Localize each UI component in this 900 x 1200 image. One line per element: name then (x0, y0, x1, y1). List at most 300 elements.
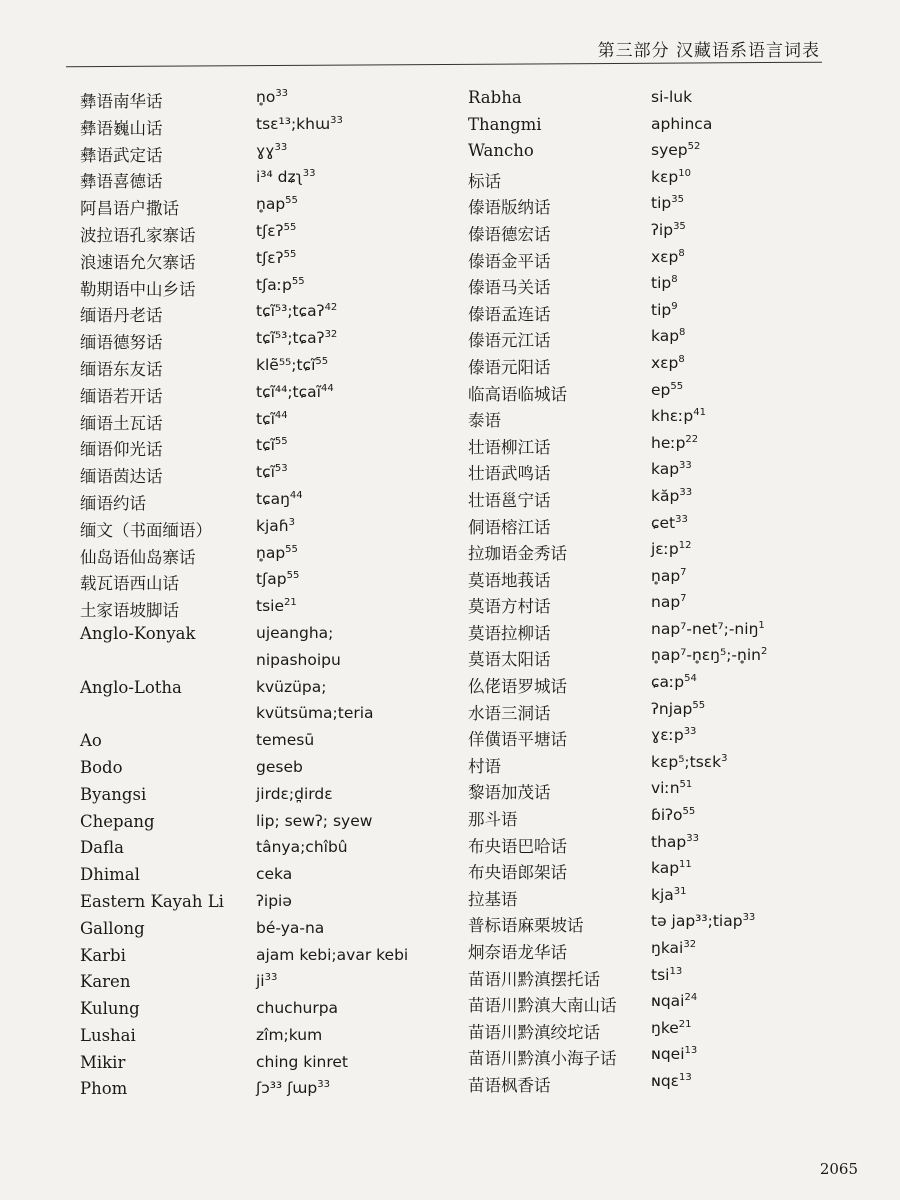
language-name: 临高语临城话 (468, 384, 567, 404)
transcription (651, 673, 697, 691)
word-entry (80, 356, 460, 383)
language-name: 傣语元江话 (468, 331, 551, 351)
transcription-text: nap⁷-net⁷;-niŋ (651, 620, 759, 639)
transcription-text: aphinca (651, 114, 713, 133)
language-name: 缅语若开话 (80, 386, 163, 406)
language-name: 莫语拉柳话 (468, 623, 551, 643)
word-entry (80, 1026, 460, 1053)
word-entry (80, 678, 460, 705)
language-name: 缅语约话 (80, 493, 146, 513)
transcription (651, 514, 688, 532)
transcription (651, 168, 691, 186)
word-entry (468, 966, 848, 993)
word-entry (468, 221, 848, 248)
transcription-text: ji (256, 972, 265, 991)
transcription (256, 302, 337, 320)
tone-superscript: 13 (669, 965, 683, 977)
transcription-text: tʃap (256, 570, 287, 589)
transcription-text: khɛːp (651, 407, 694, 426)
language-name: 缅语东友话 (80, 359, 163, 379)
word-entry (468, 327, 848, 354)
transcription-text: tɕĩ (256, 409, 275, 428)
transcription-text: ujeangha; (256, 624, 334, 643)
transcription-text: tɕĩ⁵³;tɕaʔ (256, 302, 325, 321)
word-entry (468, 673, 848, 700)
word-entry (80, 651, 460, 678)
transcription-text: tʃɛʔ (256, 248, 284, 267)
tone-superscript: 35 (673, 220, 686, 232)
tone-superscript: 8 (678, 247, 685, 259)
tone-superscript: 33 (275, 88, 289, 99)
transcription-text: geseb (256, 758, 303, 777)
transcription-text: n̥o (256, 88, 276, 107)
tone-superscript: 32 (324, 329, 338, 341)
transcription (651, 88, 692, 106)
tone-superscript: 52 (687, 141, 701, 153)
transcription-text: tip (651, 274, 672, 293)
transcription-text: klẽ⁵⁵;tɕĩ (256, 356, 316, 375)
tone-superscript: 12 (678, 540, 692, 552)
transcription (651, 194, 684, 212)
transcription-text: ɴqei (651, 1045, 685, 1064)
word-entry (468, 620, 848, 647)
word-entry (80, 195, 460, 222)
transcription-text: si-luk (651, 88, 693, 107)
word-entry (468, 274, 848, 301)
transcription-text: xɛp (651, 354, 679, 373)
language-name: Dafla (80, 838, 124, 858)
transcription-text: kap (651, 859, 680, 878)
transcription-text: kăp (651, 487, 680, 506)
transcription (651, 540, 691, 558)
tone-superscript: 33 (274, 141, 288, 153)
transcription (256, 115, 343, 133)
word-entry (80, 544, 460, 571)
transcription (256, 276, 305, 294)
tone-superscript: 44 (274, 409, 288, 421)
language-name: 缅语德努话 (80, 333, 163, 353)
language-name: 缅语土瓦话 (80, 413, 163, 433)
language-name: Byangsi (80, 784, 147, 804)
word-entry (80, 597, 460, 624)
transcription-text: i³⁴ dʑʅ (256, 168, 303, 187)
transcription (256, 1053, 348, 1071)
language-name: Wancho (468, 141, 534, 161)
language-name: 拉珈语金秀话 (468, 544, 567, 564)
page-number: 2065 (819, 1160, 858, 1178)
transcription-text: jɛːp (651, 540, 679, 559)
tone-superscript: 55 (291, 275, 305, 287)
tone-superscript: 9 (671, 300, 678, 312)
transcription-text: zîm;kum (256, 1026, 323, 1045)
running-header: 第三部分 汉藏语系语言词表 (597, 41, 820, 61)
transcription-text: tɕĩ (256, 436, 275, 455)
transcription (256, 919, 324, 937)
language-name: Mikir (80, 1052, 126, 1072)
language-name: 阿昌语户撒话 (80, 199, 179, 219)
tone-superscript: 53 (274, 463, 288, 475)
word-entry (468, 141, 848, 168)
tone-superscript: 11 (679, 859, 692, 871)
transcription-text: ɣɛːp (651, 726, 684, 745)
tone-superscript: 42 (324, 302, 338, 314)
transcription (256, 436, 288, 454)
transcription (651, 912, 755, 930)
tone-superscript: 55 (682, 806, 696, 818)
tone-superscript: 3 (288, 516, 295, 528)
transcription (256, 249, 296, 267)
transcription-text: tɕĩ (256, 463, 275, 482)
tone-superscript: 33 (679, 486, 693, 498)
word-entry (468, 434, 848, 461)
transcription-text: ceka (256, 865, 293, 884)
transcription-text: tsi (651, 965, 670, 984)
transcription-text: nipashoipu (256, 650, 341, 669)
tone-superscript: 33 (742, 912, 756, 924)
word-entry (468, 540, 848, 567)
word-entry (468, 407, 848, 434)
language-name: 彝语喜德话 (80, 172, 163, 192)
word-entry (468, 646, 848, 673)
tone-superscript: 1 (758, 619, 765, 631)
tone-superscript: 44 (320, 382, 334, 394)
language-name: 村语 (468, 756, 501, 776)
word-entry (468, 859, 848, 886)
tone-superscript: 33 (683, 726, 697, 738)
transcription-text: jirdɛ;d̪irdɛ (256, 784, 333, 803)
language-name: Thangmi (468, 114, 542, 134)
language-name: Phom (80, 1079, 128, 1099)
language-name: 傣语孟连话 (468, 304, 551, 324)
tone-superscript: 21 (678, 1018, 692, 1030)
transcription (651, 886, 687, 904)
word-entry (468, 248, 848, 275)
transcription-text: tɕaŋ (256, 490, 290, 509)
language-name: 傣语版纳话 (468, 198, 551, 218)
transcription (651, 407, 706, 425)
transcription (256, 812, 372, 830)
transcription (651, 859, 692, 877)
language-name: 那斗语 (468, 810, 518, 830)
tone-superscript: 55 (286, 570, 300, 582)
transcription (256, 651, 341, 669)
word-entry (80, 517, 460, 544)
transcription-text: ʔipiə (256, 892, 292, 911)
language-name: Kulung (80, 999, 140, 1019)
word-entry (468, 88, 848, 115)
transcription-text: tʃɛʔ (256, 222, 284, 241)
tone-superscript: 55 (692, 699, 706, 711)
transcription-text: kvüzüpa; (256, 677, 327, 696)
language-name: Ao (80, 731, 102, 751)
language-name: 壮语柳江话 (468, 437, 551, 457)
transcription (256, 463, 288, 481)
language-name: 勒期语中山乡话 (80, 279, 196, 299)
word-entry (468, 726, 848, 753)
tone-superscript: 32 (683, 939, 697, 950)
transcription-text: kap (651, 460, 680, 479)
tone-superscript: 2 (760, 646, 768, 658)
transcription (256, 624, 333, 642)
word-entry (80, 758, 460, 785)
language-name: 壮语武鸣话 (468, 464, 551, 484)
word-entry (468, 1045, 848, 1072)
word-entry (468, 833, 848, 860)
transcription-text: ajam kebi;avar kebi (256, 945, 409, 964)
language-name: 载瓦语西山话 (80, 574, 179, 594)
transcription (651, 301, 678, 319)
language-name: 傣语马关话 (468, 278, 551, 298)
language-name: Chepang (80, 811, 155, 831)
word-entry (468, 753, 848, 780)
header-rule (66, 62, 822, 68)
transcription (651, 939, 696, 957)
word-entry (80, 490, 460, 517)
transcription (256, 999, 338, 1017)
transcription (651, 1072, 692, 1090)
language-name: Gallong (80, 918, 145, 938)
transcription (651, 779, 692, 797)
word-entry (80, 999, 460, 1026)
word-entry (80, 436, 460, 463)
transcription-text: viːn (651, 779, 680, 798)
transcription (256, 785, 333, 803)
transcription-text: kɛp (651, 167, 679, 186)
language-name: 黎语加茂话 (468, 783, 551, 803)
language-name: Eastern Kayah Li (80, 891, 224, 911)
language-name: Anglo-Lotha (80, 677, 182, 697)
word-entry (468, 194, 848, 221)
transcription-text: tsie (256, 597, 284, 616)
word-entry (80, 865, 460, 892)
transcription-text: ʔip (651, 221, 674, 240)
transcription (256, 892, 292, 910)
word-entry (468, 1072, 848, 1099)
word-entry (80, 570, 460, 597)
word-entry (468, 301, 848, 328)
language-name: 缅语丹老话 (80, 306, 163, 326)
language-name: 莫语太阳话 (468, 650, 551, 670)
word-entry (80, 276, 460, 303)
transcription (651, 115, 712, 133)
tone-superscript: 22 (685, 433, 699, 445)
transcription-text: ching kinret (256, 1052, 348, 1071)
tone-superscript: 55 (283, 248, 297, 260)
language-name: 苗语川黔滇小海子话 (468, 1049, 617, 1069)
word-entry (80, 463, 460, 490)
word-entry (468, 115, 848, 142)
transcription-text: kja (651, 885, 674, 904)
word-entry (80, 919, 460, 946)
transcription (256, 946, 408, 964)
transcription-text: ɓiʔo (651, 806, 683, 825)
tone-superscript: 55 (285, 195, 298, 207)
language-name: 傣语金平话 (468, 251, 551, 271)
language-name: 缅语仰光话 (80, 440, 163, 460)
transcription-text: ɕaːp (651, 673, 685, 692)
transcription (651, 434, 698, 452)
left-column (80, 88, 460, 1106)
word-entry (80, 624, 460, 651)
tone-superscript: 33 (679, 460, 692, 472)
transcription-text: tə jap³³;tiap (651, 912, 743, 931)
word-entry (80, 812, 460, 839)
transcription (256, 168, 316, 186)
tone-superscript: 55 (283, 221, 297, 233)
transcription (256, 758, 303, 776)
language-name: 缅语茵达话 (80, 467, 163, 487)
word-entry (80, 892, 460, 919)
transcription-text: n̥ap (651, 566, 681, 585)
word-entry (80, 142, 460, 169)
transcription (651, 221, 686, 239)
transcription (651, 700, 705, 718)
word-entry (468, 700, 848, 727)
transcription-text: ɕet (651, 513, 676, 532)
transcription-text: ŋke (651, 1018, 679, 1037)
transcription (651, 806, 695, 824)
word-entry (80, 1079, 460, 1106)
transcription-text: syep (651, 141, 688, 160)
language-name: 普标语麻栗坡话 (468, 916, 584, 936)
tone-superscript: 41 (693, 407, 706, 419)
word-entry (468, 354, 848, 381)
word-entry (468, 806, 848, 833)
language-name: 侗语榕江话 (468, 517, 551, 537)
transcription (651, 381, 683, 399)
word-entry (80, 168, 460, 195)
language-name: 佯僙语平塘话 (468, 730, 567, 750)
transcription-text: kjaɦ (256, 516, 289, 535)
language-name: Rabha (468, 88, 522, 107)
transcription-text: ŋkai (651, 939, 684, 958)
word-entry (80, 115, 460, 142)
tone-superscript: 33 (302, 168, 316, 180)
transcription-text: temesū (256, 731, 315, 750)
transcription-text: ɴqɛ (651, 1072, 680, 1091)
transcription (651, 620, 765, 638)
language-name: Bodo (80, 757, 123, 777)
transcription-text: tʃaːp (256, 275, 292, 294)
language-name: 壮语邕宁话 (468, 490, 551, 510)
tone-superscript: 3 (721, 752, 728, 764)
language-name: 拉基语 (468, 889, 518, 909)
transcription-text: heːp (651, 433, 686, 452)
word-entry (80, 329, 460, 356)
transcription (651, 1019, 692, 1037)
language-name: 彝语南华话 (80, 92, 163, 111)
transcription-text: tsɛ¹³;khɯ (256, 114, 331, 133)
transcription-text: nap (651, 593, 681, 612)
word-entry (80, 88, 460, 115)
transcription-text: ʃɔ³³ ʃɯp (256, 1079, 318, 1098)
language-name: 傣语德宏话 (468, 224, 551, 244)
transcription (256, 838, 348, 856)
tone-superscript: 7 (680, 566, 687, 578)
transcription-text: ep (651, 380, 671, 399)
tone-superscript: 35 (671, 194, 684, 206)
word-entry (80, 731, 460, 758)
transcription (651, 354, 685, 372)
transcription (256, 356, 328, 374)
transcription (651, 274, 678, 292)
word-entry (80, 222, 460, 249)
transcription-text: tip (651, 194, 672, 213)
transcription-text: n̥ap (256, 195, 286, 214)
transcription (651, 992, 697, 1010)
language-name: 布央语巴哈话 (468, 836, 567, 856)
tone-superscript: 33 (330, 114, 343, 126)
language-name: 土家语坡脚话 (80, 601, 179, 621)
language-name: Anglo-Konyak (80, 623, 196, 643)
transcription (256, 1026, 322, 1044)
word-entry (468, 381, 848, 408)
transcription (256, 731, 314, 749)
tone-superscript: 55 (285, 543, 298, 555)
word-entry (80, 972, 460, 999)
tone-superscript: 8 (671, 274, 678, 286)
word-entry (468, 593, 848, 620)
language-name: 苗语川黔滇大南山话 (468, 996, 617, 1016)
transcription (651, 487, 692, 505)
transcription (651, 646, 767, 664)
transcription-text: ɴqai (651, 992, 685, 1011)
language-name: 缅文（书面缅语） (80, 520, 212, 540)
transcription (256, 597, 297, 615)
transcription-text: chuchurpa (256, 999, 339, 1018)
right-column (468, 88, 848, 1099)
word-entry (468, 514, 848, 541)
word-entry (80, 249, 460, 276)
transcription (256, 88, 288, 106)
transcription (651, 726, 696, 744)
transcription (256, 1079, 330, 1097)
tone-superscript: 55 (274, 436, 288, 448)
transcription (256, 329, 337, 347)
word-entry (80, 785, 460, 812)
transcription (651, 460, 692, 478)
transcription-text: tânya;chîbû (256, 838, 348, 857)
word-entry (468, 168, 848, 195)
transcription-text: kvütsüma;teria (256, 704, 374, 723)
transcription-text: thap (651, 832, 687, 851)
tone-superscript: 44 (289, 489, 303, 501)
tone-superscript: 13 (679, 1071, 692, 1083)
language-name: 波拉语孔家寨话 (80, 225, 196, 245)
transcription (256, 142, 287, 160)
word-entry (80, 410, 460, 437)
language-name: 浪速语允欠寨话 (80, 252, 196, 272)
tone-superscript: 33 (317, 1079, 330, 1091)
transcription-text: n̥ap (256, 543, 286, 562)
transcription (256, 222, 296, 240)
tone-superscript: 54 (684, 673, 697, 685)
transcription-text: lip; sewʔ; syew (256, 811, 373, 830)
transcription (256, 704, 374, 722)
tone-superscript: 21 (284, 597, 297, 609)
tone-superscript: 8 (679, 327, 686, 339)
transcription (651, 1045, 697, 1063)
transcription (256, 544, 298, 562)
transcription (651, 248, 685, 266)
transcription-text: ʔnjap (651, 699, 693, 718)
word-entry (80, 302, 460, 329)
language-name: 苗语川黔滇摆托话 (468, 969, 600, 989)
tone-superscript: 13 (684, 1045, 698, 1057)
transcription (256, 678, 327, 696)
tone-superscript: 24 (684, 992, 698, 1004)
word-entry (80, 383, 460, 410)
